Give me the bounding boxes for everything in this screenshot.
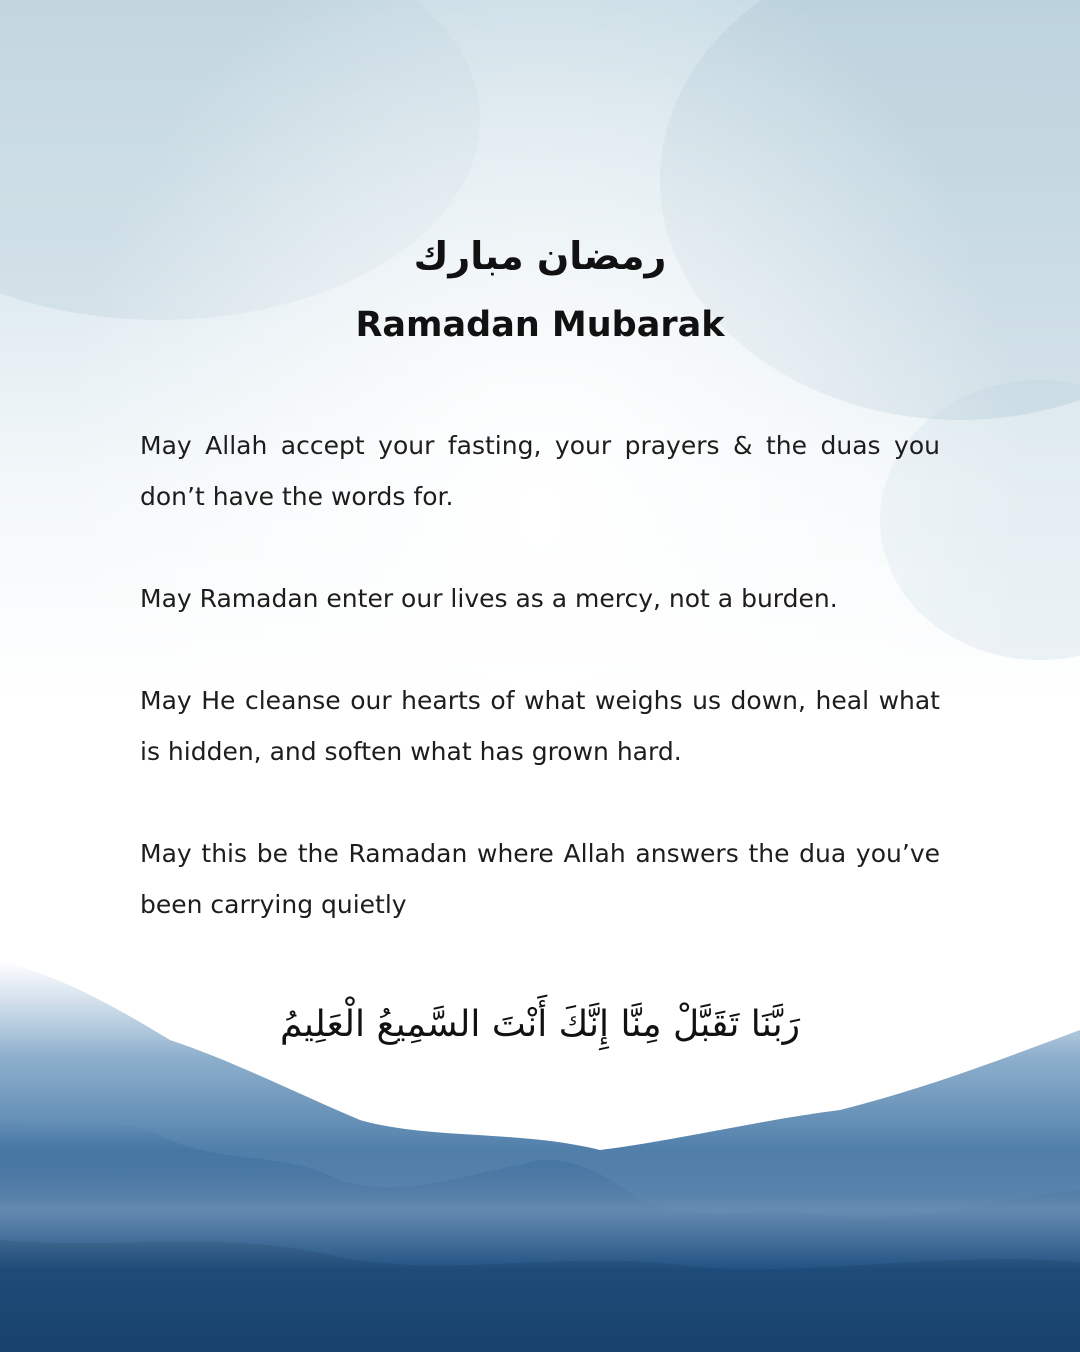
paragraph-3: May He cleanse our hearts of what weighs us down, heal what is hidden, and soften what has grown hard. bbox=[140, 686, 940, 766]
paragraph-2: May Ramadan enter our lives as a mercy, not a burden. bbox=[140, 584, 838, 613]
page-title: Ramadan Mubarak bbox=[355, 305, 725, 345]
arabic-dua: رَبَّنَا تَقَبَّلْ مِنَّا إِنَّكَ أَنْتَ السَّمِيعُ الْعَلِيمُ bbox=[279, 1004, 801, 1045]
paragraph-4: May this be the Ramadan where Allah answers the dua you’ve been carrying quietly bbox=[140, 839, 940, 919]
arabic-greeting: رمضان مبارك bbox=[413, 234, 667, 278]
paragraph-1: May Allah accept your fasting, your prayers & the duas you don’t have the words for. bbox=[140, 431, 940, 511]
watermark-handle: @melbhalaleats bbox=[410, 1071, 670, 1105]
